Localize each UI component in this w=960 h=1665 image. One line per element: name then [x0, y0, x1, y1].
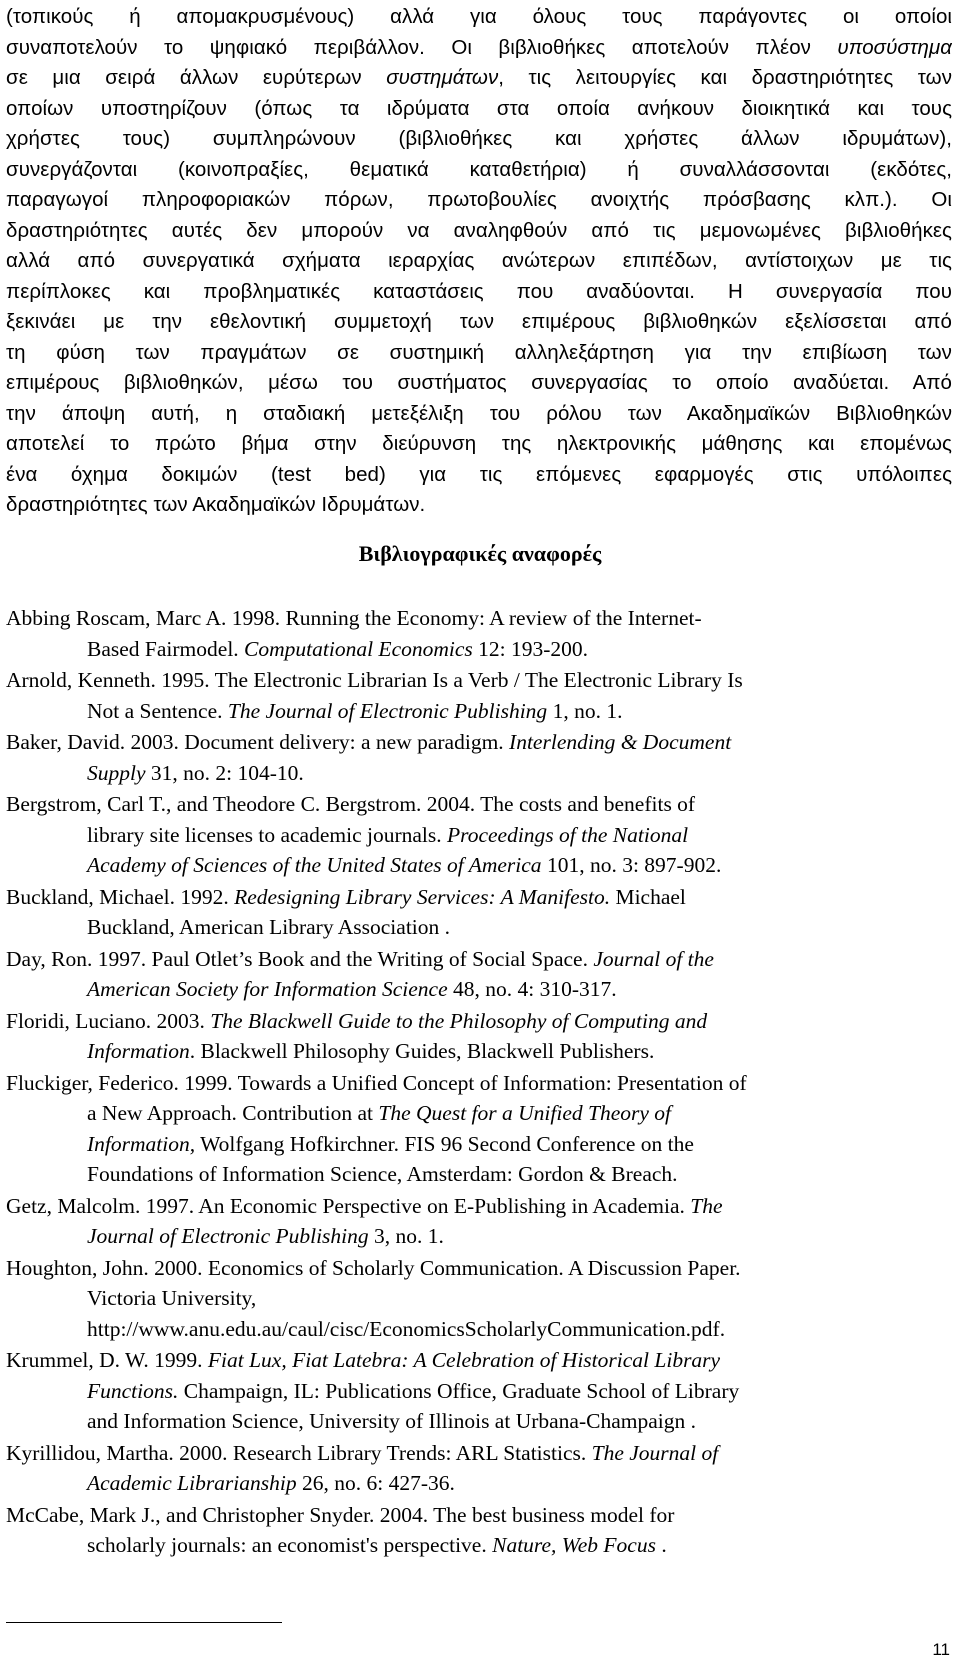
- reference-line: [6, 882, 952, 913]
- italic-text: The: [690, 1193, 723, 1218]
- reference-line: [6, 1530, 952, 1561]
- text-run: Not a Sentence.: [87, 698, 228, 723]
- italic-text: Functions.: [87, 1378, 179, 1403]
- text-run: library site licenses to academic journals.: [87, 822, 447, 847]
- text-run: 3, no. 1.: [368, 1224, 444, 1248]
- text-run: Day, Ron. 1997. Paul Otlet’s Book and the Writing of Social Space.: [6, 946, 594, 971]
- text-run: 12: 193-200.: [472, 636, 589, 661]
- text-run: οποίων υποστηρίζουν (όπως τα ιδρύματα στα οποία ανήκουν διοικητικά και τους: [6, 96, 952, 120]
- paragraph-line: [6, 216, 952, 247]
- reference-line: [6, 1129, 952, 1160]
- text-run: 48, no. 4: 310-317.: [447, 977, 617, 1001]
- reference-line: [6, 912, 952, 943]
- text-run: Foundations of Information Science, Amsterdam: Gordon & Breach.: [87, 1162, 678, 1186]
- text-run: .: [655, 1533, 667, 1557]
- text-run: Wolfgang Hofkirchner. FIS 96 Second Conference on the: [195, 1131, 694, 1156]
- text-run: Buckland, American Library Association .: [87, 915, 451, 939]
- text-run: and Information Science, University of Illinois at Urbana-Champaign .: [87, 1409, 697, 1433]
- reference-line: [6, 603, 952, 634]
- paragraph-line: [6, 185, 952, 216]
- text-run: http://www.anu.edu.au/caul/cisc/EconomicsScholarlyCommunication.pdf.: [87, 1316, 726, 1341]
- reference-line: [6, 1406, 952, 1437]
- reference-line: [6, 1036, 952, 1067]
- text-run: 1, no. 1.: [547, 698, 623, 723]
- text-run: περίπλοκες και προβληματικές καταστάσεις που αναδύονται. Η συνεργασία που: [6, 279, 952, 303]
- italic-text: The Journal of: [591, 1440, 719, 1465]
- text-run: επιμέρους βιβλιοθηκών, μέσω του συστήματος συνεργασίας το οποίο αναδύεται. Από: [6, 371, 952, 394]
- italic-text: Information: [87, 1039, 190, 1063]
- italic-text: Proceedings of the National: [447, 822, 689, 847]
- reference-entry: [6, 1345, 952, 1437]
- reference-entry: [6, 727, 952, 788]
- italic-text: Academic Librarianship: [87, 1471, 297, 1495]
- reference-line: [6, 758, 952, 789]
- reference-list: [6, 603, 952, 1562]
- reference-line: [6, 1438, 952, 1469]
- text-run: McCabe, Mark J., and Christopher Snyder. 2004. The best business model for: [6, 1502, 675, 1527]
- italic-text: συστημάτων: [386, 66, 499, 89]
- text-run: δραστηριότητες των Ακαδημαϊκών Ιδρυμάτων.: [6, 493, 426, 516]
- paragraph-line: [6, 2, 952, 33]
- text-run: δραστηριότητες αυτές δεν μπορούν να αναληφθούν από τις μεμονωμένες βιβλιοθήκες: [6, 218, 952, 242]
- italic-text: American Society for Information Science: [87, 977, 448, 1001]
- italic-text: Journal of the: [593, 946, 714, 971]
- paragraph-line: [6, 124, 952, 155]
- text-run: αποτελεί το πρώτο βήμα στην διεύρυνση της ηλεκτρονικής μάθησης και επομένως: [6, 432, 952, 455]
- reference-line: [6, 1345, 952, 1376]
- paragraph-line: [6, 155, 952, 186]
- text-run: χρήστες τους) συμπληρώνουν (βιβλιοθήκες και χρήστες άλλων ιδρυμάτων),: [6, 127, 952, 150]
- paragraph-line: [6, 94, 952, 125]
- reference-line: [6, 665, 952, 696]
- text-run: ένα όχημα δοκιμών (test bed) για τις επόμενες εφαρμογές στις υπόλοιπες: [6, 462, 952, 486]
- italic-text: Academy of Sciences of the United States of America: [87, 853, 542, 877]
- reference-line: [6, 789, 952, 820]
- reference-line: [6, 1068, 952, 1099]
- text-run: παραγωγοί πληροφοριακών πόρων, πρωτοβουλίες ανοιχτής πρόσβασης κλπ.). Οι: [6, 188, 952, 211]
- text-run: Fluckiger, Federico. 1999. Towards a Unified Concept of Information: Presentation of: [6, 1070, 747, 1095]
- italic-text: The Quest for a Unified Theory of: [378, 1101, 672, 1125]
- text-run: (τοπικούς ή απομακρυσμένους) αλλά για όλους τους παράγοντες οι οποίοι: [6, 5, 952, 28]
- text-run: , τις λειτουργίες και δραστηριότητες των: [498, 66, 952, 89]
- reference-line: [6, 820, 952, 851]
- italic-text: Nature, Web Focus: [492, 1533, 656, 1557]
- paragraph-line: [6, 399, 952, 430]
- text-run: Krummel, D. W. 1999.: [6, 1348, 208, 1372]
- reference-entry: [6, 665, 952, 726]
- text-run: τη φύση των πραγμάτων σε συστημική αλληλεξάρτηση για την επιβίωση των: [6, 340, 952, 364]
- reference-entry: [6, 1006, 952, 1067]
- paragraph-line: [6, 307, 952, 338]
- reference-line: [6, 1376, 952, 1407]
- italic-text: υποσύστημα: [837, 35, 952, 59]
- reference-line: [6, 727, 952, 758]
- reference-line: [6, 1191, 952, 1222]
- references-heading: Βιβλιογραφικές αναφορές: [358, 541, 602, 566]
- text-run: συναποτελούν το ψηφιακό περιβάλλον. Οι βιβλιοθήκες αποτελούν πλέον: [6, 35, 838, 59]
- text-run: Abbing Roscam, Marc A. 1998. Running the Economy: A review of the Internet-: [6, 606, 702, 630]
- text-run: 101, no. 3: 897-902.: [541, 853, 722, 877]
- italic-text: Supply: [87, 760, 146, 785]
- paragraph-line: [6, 429, 952, 460]
- text-run: Baker, David. 2003. Document delivery: a new paradigm.: [6, 730, 510, 754]
- reference-line: [6, 1159, 952, 1190]
- reference-line: [6, 1098, 952, 1129]
- text-run: 26, no. 6: 427-36.: [296, 1471, 455, 1495]
- italic-text: Fiat Lux, Fiat Latebra: A Celebration of Historical Library: [207, 1348, 721, 1372]
- reference-line: [6, 850, 952, 881]
- reference-entry: [6, 1253, 952, 1345]
- text-run: a New Approach. Contribution at: [87, 1101, 379, 1125]
- italic-text: The Journal of Electronic Publishing: [227, 698, 548, 723]
- reference-entry: [6, 603, 952, 664]
- reference-entry: [6, 1500, 952, 1561]
- text-run: συνεργάζονται (κοινοπραξίες, θεματικά καταθετήρια) ή συναλλάσσονται (εκδότες,: [6, 157, 952, 181]
- italic-text: Interlending & Document: [509, 730, 732, 754]
- text-run: Victoria University,: [87, 1286, 257, 1310]
- reference-line: [6, 1221, 952, 1252]
- body-paragraph: [6, 2, 952, 521]
- reference-line: [6, 944, 952, 975]
- paragraph-line: [6, 460, 952, 491]
- text-run: Kyrillidou, Martha. 2000. Research Library Trends: ARL Statistics.: [6, 1440, 592, 1465]
- reference-line: [6, 1253, 952, 1284]
- reference-line: [6, 696, 952, 727]
- italic-text: Computational Economics: [244, 636, 473, 661]
- page-number: 11: [932, 1640, 950, 1659]
- reference-line: [6, 1468, 952, 1499]
- text-run: Getz, Malcolm. 1997. An Economic Perspective on E-Publishing in Academia.: [6, 1193, 691, 1218]
- text-run: την άποψη αυτή, η σταδιακή μετεξέλιξη του ρόλου των Ακαδημαϊκών Βιβλιοθηκών: [6, 401, 952, 425]
- text-run: Arnold, Kenneth. 1995. The Electronic Librarian Is a Verb / The Electronic Library Is: [6, 668, 743, 692]
- text-run: Michael: [610, 884, 686, 909]
- reference-entry: [6, 1068, 952, 1190]
- reference-line: [6, 1314, 952, 1345]
- paragraph-line: [6, 277, 952, 308]
- reference-line: [6, 1500, 952, 1531]
- text-run: Floridi, Luciano. 2003.: [6, 1008, 211, 1033]
- reference-entry: [6, 1191, 952, 1252]
- text-run: Based Fairmodel.: [87, 636, 245, 661]
- italic-text: The Blackwell Guide to the Philosophy of Computing and: [210, 1008, 708, 1033]
- text-run: ξεκινάει με την εθελοντική συμμετοχή των επιμέρους βιβλιοθηκών εξελίσσεται από: [6, 310, 952, 333]
- reference-line: [6, 1006, 952, 1037]
- reference-entry: [6, 944, 952, 1005]
- paragraph-line: [6, 63, 952, 94]
- text-run: . Blackwell Philosophy Guides, Blackwell Publishers.: [189, 1039, 655, 1063]
- paragraph-line: [6, 246, 952, 277]
- reference-line: [6, 1283, 952, 1314]
- text-run: scholarly journals: an economist's perspective.: [87, 1533, 493, 1557]
- reference-entry: [6, 789, 952, 881]
- text-run: Champaign, IL: Publications Office, Graduate School of Library: [178, 1378, 740, 1403]
- footer-rule: [6, 1622, 282, 1623]
- reference-entry: [6, 882, 952, 943]
- text-run: σε μια σειρά άλλων ευρύτερων: [6, 66, 387, 89]
- paragraph-line: [6, 368, 952, 399]
- paragraph-line: [6, 33, 952, 64]
- italic-text: Journal of Electronic Publishing: [87, 1224, 369, 1248]
- italic-text: Redesigning Library Services: A Manifesto.: [234, 884, 611, 909]
- text-run: αλλά από συνεργατικά σχήματα ιεραρχίας ανώτερων επιπέδων, αντίστοιχων με τις: [6, 249, 952, 272]
- text-run: 31, no. 2: 104-10.: [145, 760, 304, 785]
- italic-text: Information,: [87, 1131, 196, 1156]
- text-run: Bergstrom, Carl T., and Theodore C. Bergstrom. 2004. The costs and benefits of: [6, 792, 696, 816]
- paragraph-line: [6, 338, 952, 369]
- text-run: Buckland, Michael. 1992.: [6, 884, 235, 909]
- reference-entry: [6, 1438, 952, 1499]
- reference-line: [6, 974, 952, 1005]
- paragraph-line: [6, 490, 952, 521]
- reference-line: [6, 634, 952, 665]
- text-run: Houghton, John. 2000. Economics of Scholarly Communication. A Discussion Paper.: [6, 1255, 741, 1280]
